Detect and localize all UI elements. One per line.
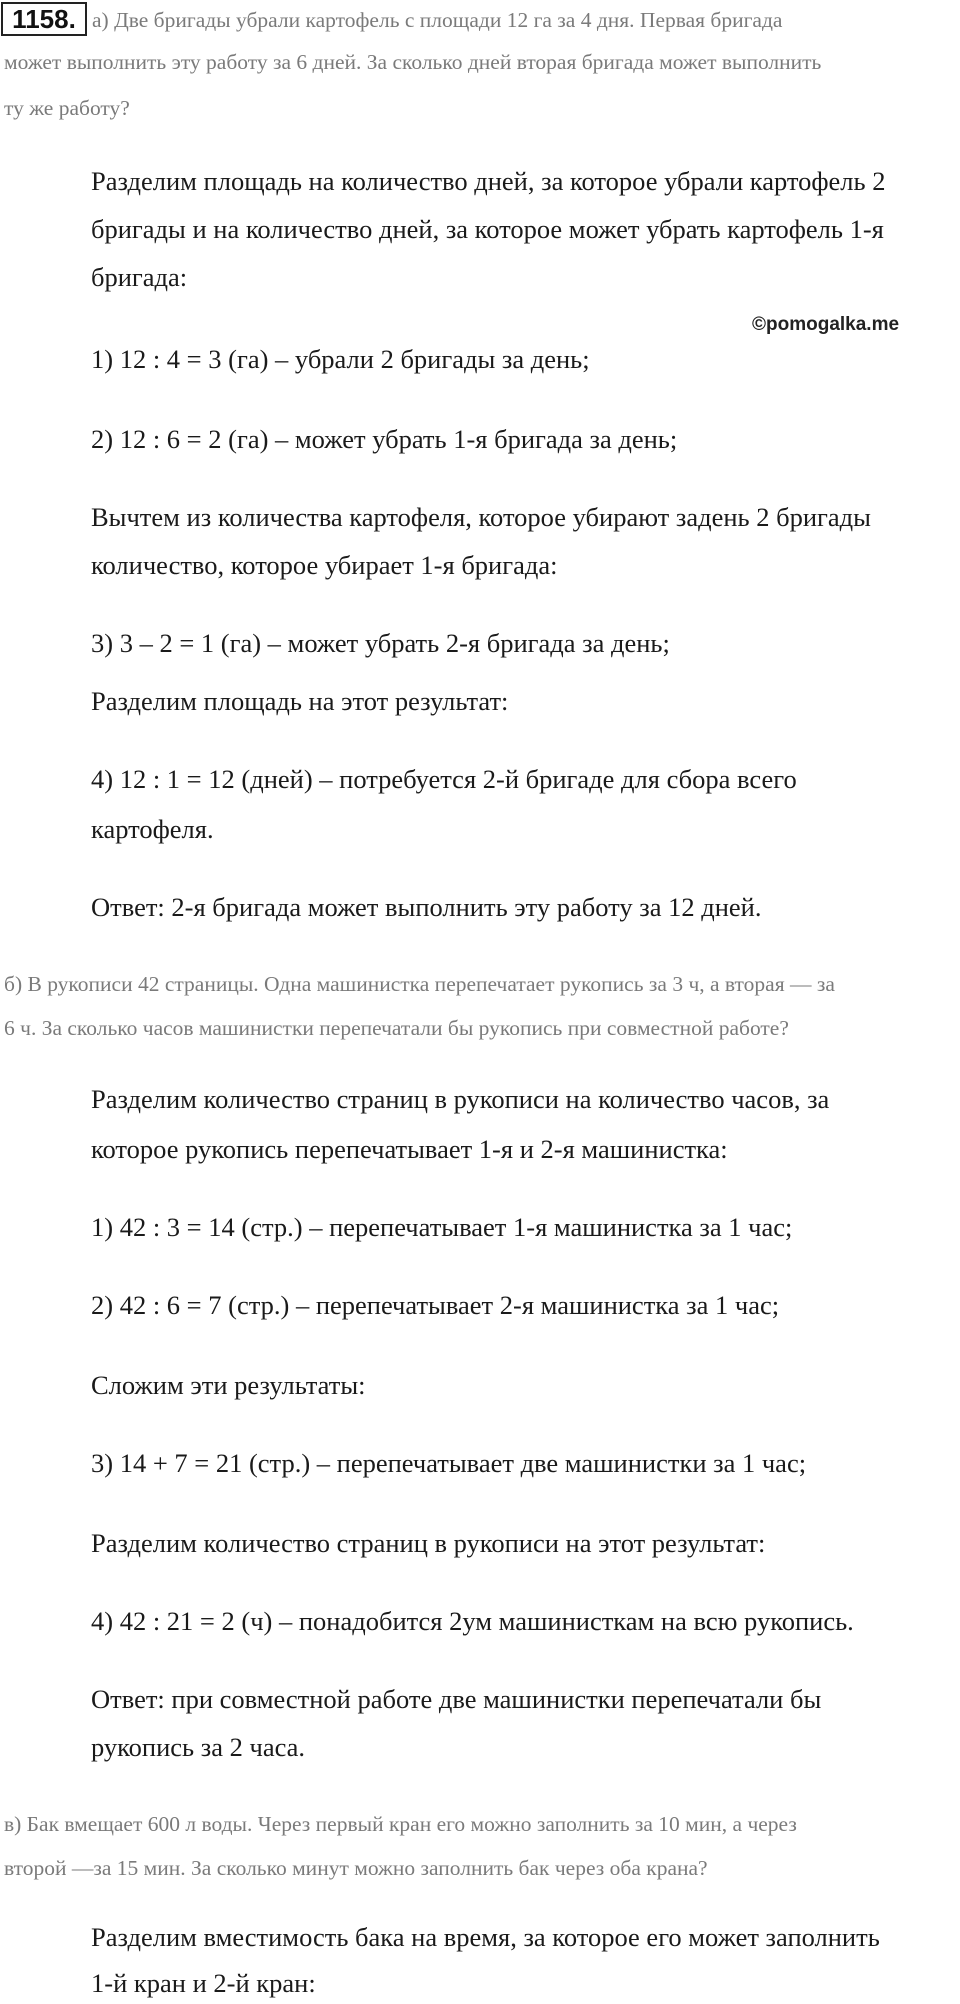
part-b-intro-line-2: которое рукопись перепечатывает 1-я и 2-я машинистка: <box>91 1134 728 1164</box>
part-c-intro-line-2: 1-й кран и 2-й кран: <box>91 1968 316 1998</box>
part-a-step-4-line-1: 4) 12 : 1 = 12 (дней) – потребуется 2-й бригаде для сбора всего <box>91 764 797 794</box>
part-a-task-line-3: ту же работу? <box>4 96 130 120</box>
part-a-step-2: 2) 12 : 6 = 2 (га) – может убрать 1-я бригада за день; <box>91 424 678 454</box>
part-b-answer-line-1: Ответ: при совместной работе две машинистки перепечатали бы <box>91 1684 822 1714</box>
problem-number-box: 1158. <box>1 2 87 36</box>
part-b-task-line-2: 6 ч. За сколько часов машинистки перепечатали бы рукопись при совместной работе? <box>4 1016 789 1040</box>
part-a-step-3: 3) 3 – 2 = 1 (га) – может убрать 2-я бригада за день; <box>91 628 670 658</box>
part-b-explain-2: Разделим количество страниц в рукописи на этот результат: <box>91 1528 766 1558</box>
part-b-step-1: 1) 42 : 3 = 14 (стр.) – перепечатывает 1-я машинистка за 1 час; <box>91 1212 793 1242</box>
part-c-intro-line-1: Разделим вместимость бака на время, за которое его может заполнить <box>91 1922 880 1952</box>
watermark: ©pomogalka.me <box>752 314 900 335</box>
part-a-intro-line-1: Разделим площадь на количество дней, за которое убрали картофель 2 <box>91 166 886 196</box>
part-b-step-2: 2) 42 : 6 = 7 (стр.) – перепечатывает 2-я машинистка за 1 час; <box>91 1290 780 1320</box>
part-a-answer: Ответ: 2-я бригада может выполнить эту работу за 12 дней. <box>91 892 762 922</box>
part-b-explain: Сложим эти результаты: <box>91 1370 366 1400</box>
part-a-explain-line-1: Вычтем из количества картофеля, которое убирают задень 2 бригады <box>91 502 871 532</box>
part-b-answer-line-2: рукопись за 2 часа. <box>91 1732 306 1762</box>
part-b-step-4: 4) 42 : 21 = 2 (ч) – понадобится 2ум машинисткам на всю рукопись. <box>91 1606 854 1636</box>
part-a-explain-line-2: количество, которое убирает 1-я бригада: <box>91 550 558 580</box>
part-a-step-1: 1) 12 : 4 = 3 (га) – убрали 2 бригады за день; <box>91 344 590 374</box>
part-c-task-line-2: второй —за 15 мин. За сколько минут можно заполнить бак через оба крана? <box>4 1856 708 1880</box>
part-b-intro-line-1: Разделим количество страниц в рукописи на количество часов, за <box>91 1084 830 1114</box>
part-a-explain-2: Разделим площадь на этот результат: <box>91 686 509 716</box>
part-a-task-line-2: может выполнить эту работу за 6 дней. За сколько дней вторая бригада может выполнить <box>4 50 822 74</box>
part-a-intro-line-2: бригады и на количество дней, за которое может убрать картофель 1-я <box>91 214 884 244</box>
part-c-task-line-1: в) Бак вмещает 600 л воды. Через первый кран его можно заполнить за 10 мин, а через <box>4 1812 797 1836</box>
part-b-task-line-1: б) В рукописи 42 страницы. Одна машинистка перепечатает рукопись за 3 ч, а вторая — за <box>4 972 835 996</box>
part-a-task-line-1: а) Две бригады убрали картофель с площади 12 га за 4 дня. Первая бригада <box>92 8 783 32</box>
part-a-intro-line-3: бригада: <box>91 262 188 292</box>
part-a-step-4-line-2: картофеля. <box>91 814 214 844</box>
part-b-step-3: 3) 14 + 7 = 21 (стр.) – перепечатывает две машинистки за 1 час; <box>91 1448 807 1478</box>
